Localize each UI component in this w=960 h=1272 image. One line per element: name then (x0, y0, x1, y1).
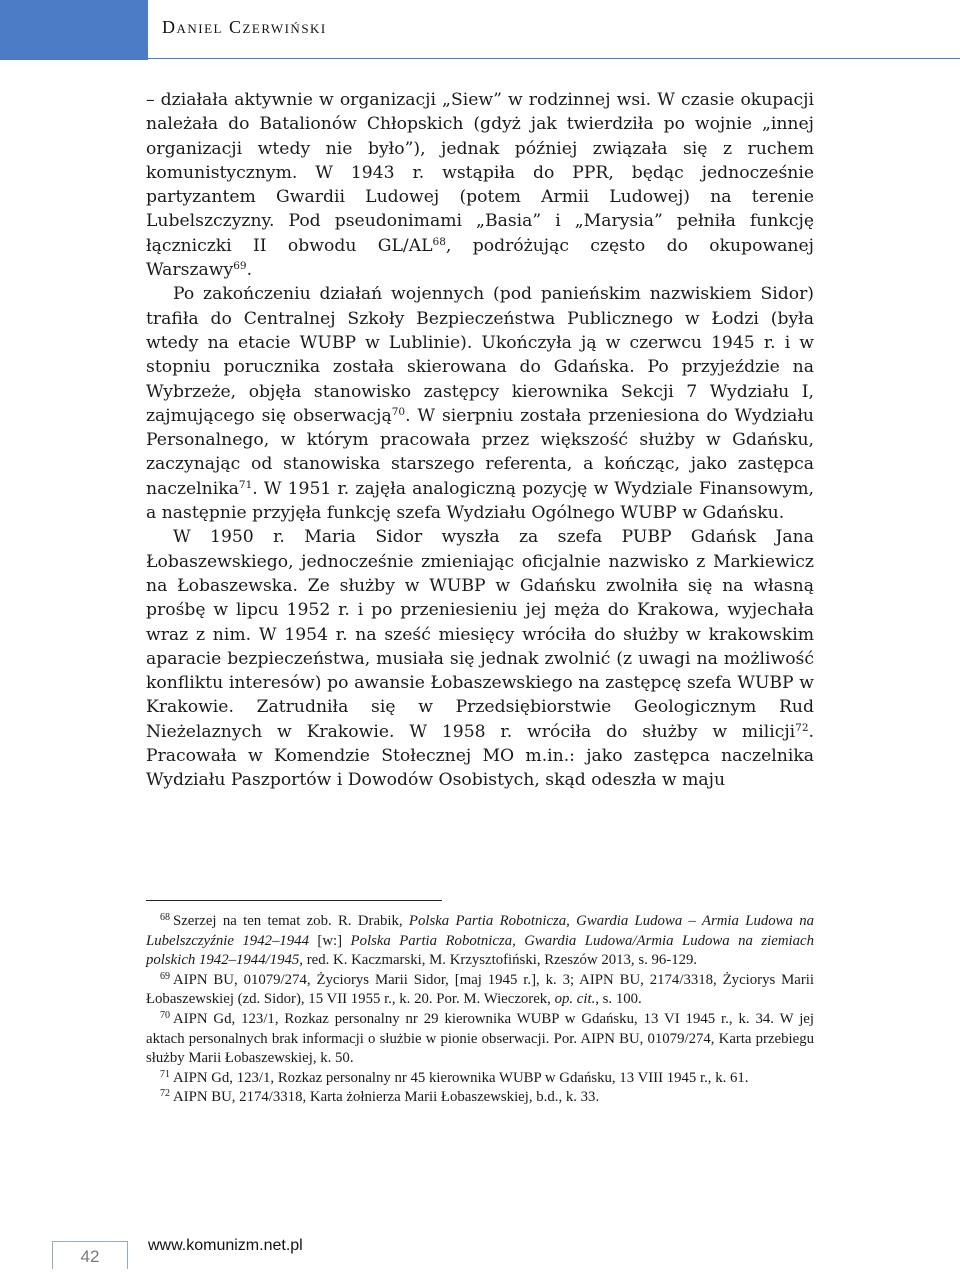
running-header-author: Daniel Czerwiński (162, 17, 327, 37)
main-text (146, 88, 814, 793)
paragraph-1: – działała aktywnie w organizacji „Siew” w rodzinnej wsi. W czasie okupacji należała do Batalionów Chłopskich (gdyż jak twierdziła po wojnie „innej organizacji wtedy nie było”), jednak później związała się z ruchem komunistycznym. W 1943 r. wstąpiła do PPR, będąc jednocześnie partyzantem Gwardii Ludowej (potem Armii Ludowej) na terenie Lubelszczyzny. Pod pseudonimami „Basia” i „Marysia” pełniła funkcję łączniczki II obwodu GL/AL$^{68}$, podróżując często do okupowanej Warszawy$^{69}$. (146, 90, 814, 281)
footnote-ref-71[interactable]: 71 (238, 478, 253, 491)
footnote-71: $^{71}$ AIPN Gd, 123/1, Rozkaz personalny nr 45 kierownika WUBP w Gdańsku, 13 VIII 1945 r., k. 61. (160, 1068, 749, 1086)
footnote-ref-69[interactable]: 69 (233, 260, 247, 273)
footnote-ref-72[interactable]: 72 (795, 721, 809, 734)
paragraph-3: W 1950 r. Maria Sidor wyszła za szefa PUBP Gdańsk Jana Łobaszewskiego, jednocześnie zmieniając oficjalnie nazwisko z Markiewicz na Łobaszewska. Ze służby w WUBP w Gdańsku zwolniła się na własną prośbę w lipcu 1952 r. i po przeniesieniu jej męża do Krakowa, wyjechała wraz z nim. W 1954 r. na sześć miesięcy wróciła do służby w krakowskim aparacie bezpieczeństwa, musiała się jednak zwolnić (z uwagi na możliwość konfliktu interesów) po awansie Łobaszewskiego na zastępcę szefa WUBP w Krakowie. Zatrudniła się w Przedsiębiorstwie Geologicznym Rud Nieżelaznych w Krakowie. W 1958 r. wróciła do służby w milicji$^{72}$. Pracowała w Komendzie Stołecznej MO m.in.: jako zastępca naczelnika Wydziału Paszportów i Dowodów Osobistych, skąd odeszła w maju (146, 527, 814, 791)
footnote-69: $^{69}$ AIPN BU, 01079/274, Życiorys Marii Sidor, [maj 1945 r.], k. 3; AIPN BU, 2174/3318, Życiorys Marii Łobaszewskiej (zd. Sidor), 15 VII 1955 r., k. 20. Por. M. Wieczorek, op. cit., s. 100. (146, 970, 814, 1008)
footnote-ref-70[interactable]: 70 (391, 405, 406, 418)
footnote-68: $^{68}$ Szerzej na ten temat zob. R. Drabik, Polska Partia Robotnicza, Gwardia Ludowa – Armia Ludowa na Lubelszczyźnie 1942–1944 [w:] Polska Partia Robotnicza, Gwardia Ludowa/Armia Ludowa na ziemiach polskich 1942–1944/1945, red. K. Kaczmarski, M. Krzysztofiński, Rzeszów 2013, s. 96-129. (146, 912, 814, 969)
header-color-block (0, 0, 148, 60)
footnote-70: $^{70}$ AIPN Gd, 123/1, Rozkaz personalny nr 29 kierownika WUBP w Gdańsku, 13 VI 1945 r., k. 34. W jej aktach personalnych brak informacji o służbie w pionie obserwacji. Por. AIPN BU, 01079/274, Karta przebiegu służby Marii Łobaszewskiej, k. 50. (146, 1009, 814, 1067)
footnote-ref-68[interactable]: 68 (432, 235, 446, 248)
paragraph-2: Po zakończeniu działań wojennych (pod panieńskim nazwiskiem Sidor) trafiła do Centralnej Szkoły Bezpieczeństwa Publicznego w Łodzi (była wtedy na etacie WUBP w Lublinie). Ukończyła ją w czerwcu 1945 r. i w stopniu porucznika została skierowana do Gdańska. Po przyjeździe na Wybrzeże, objęła stanowisko zastępcy kierownika Sekcji 7 Wydziału I, zajmującego się obserwacją$^{70}$. W sierpniu została przeniesiona do Wydziału Personalnego, w którym pracowała przez większość służby w Gdańsku, zaczynając od stanowiska starszego referenta, a kończąc, jako zastępca naczelnika$^{71}$. W 1951 r. zajęła analogiczną pozycję w Wydziale Finansowym, a następnie przyjęła funkcję szefa Wydziału Ogólnego WUBP w Gdańsku. (146, 284, 814, 524)
page-number: 42 (52, 1241, 128, 1269)
footnotes (146, 912, 814, 1108)
footnote-72: $^{72}$ AIPN BU, 2174/3318, Karta żołnierza Marii Łobaszewskiej, b.d., k. 33. (160, 1088, 600, 1106)
footnote-separator (146, 900, 442, 901)
footer-url-link[interactable]: www.komunizm.net.pl (148, 1237, 303, 1254)
header-rule (148, 58, 960, 59)
